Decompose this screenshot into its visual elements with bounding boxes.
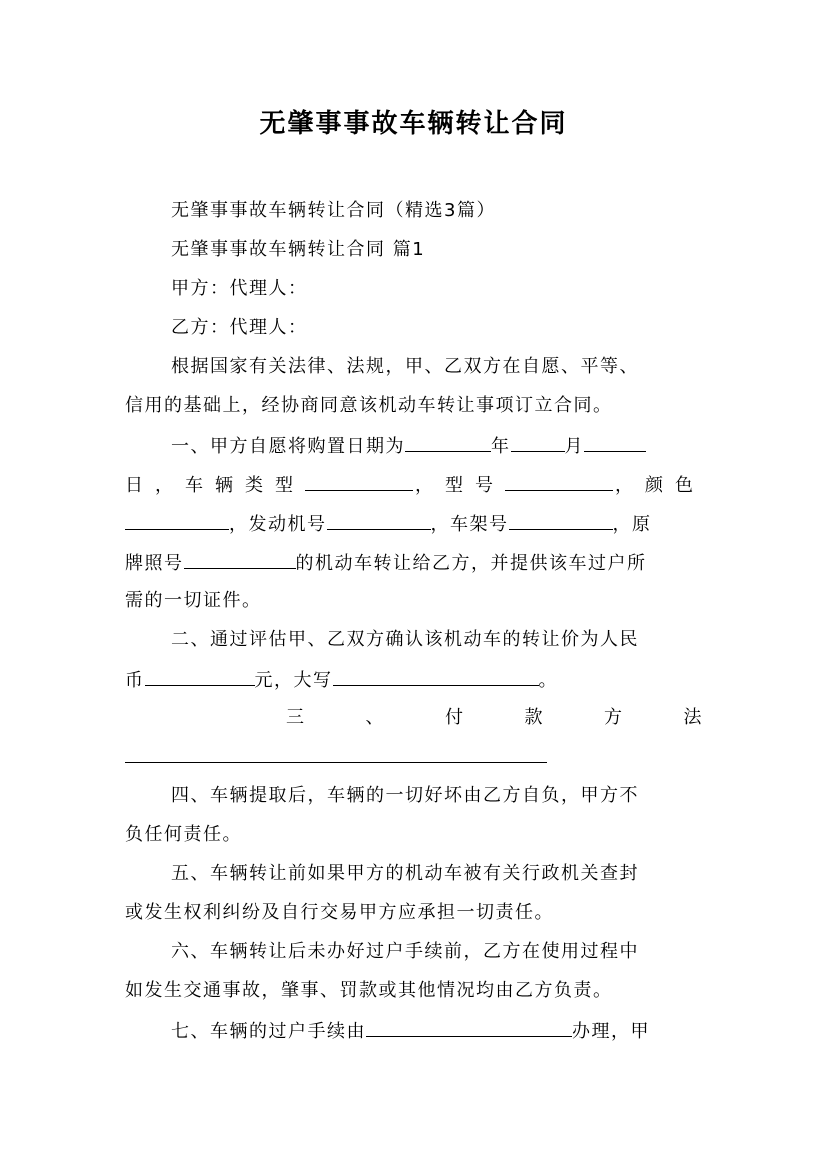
engine-label: ，发动机号 xyxy=(229,514,327,535)
clause-2-line-2 xyxy=(125,667,703,693)
transfer-handler-blank[interactable] xyxy=(366,1018,572,1037)
engine-number-blank[interactable] xyxy=(327,511,431,530)
purchase-month-blank[interactable] xyxy=(511,433,565,452)
price-in-words-blank[interactable] xyxy=(333,667,539,686)
intro-line-1: 根据国家有关法律、法规，甲、乙双方在自愿、平等、 xyxy=(171,356,639,377)
vehicle-type-label: ，车辆类型 xyxy=(155,475,305,496)
clause-3-char: 款 xyxy=(524,707,544,728)
clause-3-heading xyxy=(286,706,703,730)
plate-label: 牌照号 xyxy=(125,553,184,574)
day-label: 日 xyxy=(125,475,155,496)
purchase-year-blank[interactable] xyxy=(405,433,491,452)
clause-4-line-2: 负任何责任。 xyxy=(125,824,242,845)
yuan-label: 元，大写 xyxy=(254,670,333,691)
color-blank[interactable] xyxy=(125,511,229,530)
transfer-text: 的机动车转让给乙方，并提供该车过户所 xyxy=(295,553,647,574)
document-subtitle: 无肇事事故车辆转让合同（精选3篇） xyxy=(171,200,496,221)
year-label: 年 xyxy=(491,436,511,457)
clause-5-line-1: 五、车辆转让前如果甲方的机动车被有关行政机关查封 xyxy=(171,863,639,884)
clause-2-line-1: 二、通过评估甲、乙双方确认该机动车的转让价为人民 xyxy=(171,629,639,650)
clause-3-char: 、 xyxy=(365,707,385,728)
price-amount-blank[interactable] xyxy=(145,667,255,686)
clause-6-line-1: 六、车辆转让后未办好过户手续前，乙方在使用过程中 xyxy=(171,941,639,962)
purchase-day-blank[interactable] xyxy=(584,433,646,452)
party-b-line: 乙方：代理人： xyxy=(171,317,308,338)
clause-3-char: 三 xyxy=(286,707,306,728)
clause-1-line-1 xyxy=(171,433,703,459)
clause-1-line-3 xyxy=(125,511,703,537)
plate-number-blank[interactable] xyxy=(184,550,296,569)
clause-7-line-1 xyxy=(171,1018,703,1044)
clause-5-line-2: 或发生权利纠纷及自行交易甲方应承担一切责任。 xyxy=(125,902,554,923)
clause-1-line-5: 需的一切证件。 xyxy=(125,590,262,611)
payment-method-blank[interactable] xyxy=(125,762,547,763)
clause-3-char: 方 xyxy=(604,707,624,728)
color-label: ，颜色 xyxy=(613,475,703,496)
party-a-line: 甲方：代理人： xyxy=(171,278,308,299)
clause-1-prefix: 一、甲方自愿将购置日期为 xyxy=(171,436,405,457)
original-label: ，原 xyxy=(612,514,652,535)
vehicle-type-blank[interactable] xyxy=(305,472,413,491)
clause-7-suffix: 办理，甲 xyxy=(572,1021,650,1042)
model-blank[interactable] xyxy=(505,472,613,491)
clause-4-line-1: 四、车辆提取后，车辆的一切好坏由乙方自负，甲方不 xyxy=(171,785,639,806)
clause-7-prefix: 七、车辆的过户手续由 xyxy=(171,1021,366,1042)
frame-label: ，车架号 xyxy=(430,514,509,535)
document-title: 无肇事事故车辆转让合同 xyxy=(259,109,568,139)
clause-3-char: 法 xyxy=(683,707,703,728)
frame-number-blank[interactable] xyxy=(509,511,613,530)
clause-6-line-2: 如发生交通事故，肇事、罚款或其他情况均由乙方负责。 xyxy=(125,980,613,1001)
clause-1-line-4 xyxy=(125,550,703,576)
clause-1-line-2 xyxy=(125,472,703,498)
currency-label: 币 xyxy=(125,670,145,691)
month-label: 月 xyxy=(564,436,584,457)
clause-3-char: 付 xyxy=(445,707,465,728)
intro-line-2: 信用的基础上，经协商同意该机动车转让事项订立合同。 xyxy=(125,395,613,416)
section-heading: 无肇事事故车辆转让合同 篇1 xyxy=(171,239,426,260)
clause-2-period: 。 xyxy=(538,670,558,691)
model-label: ，型号 xyxy=(413,475,505,496)
